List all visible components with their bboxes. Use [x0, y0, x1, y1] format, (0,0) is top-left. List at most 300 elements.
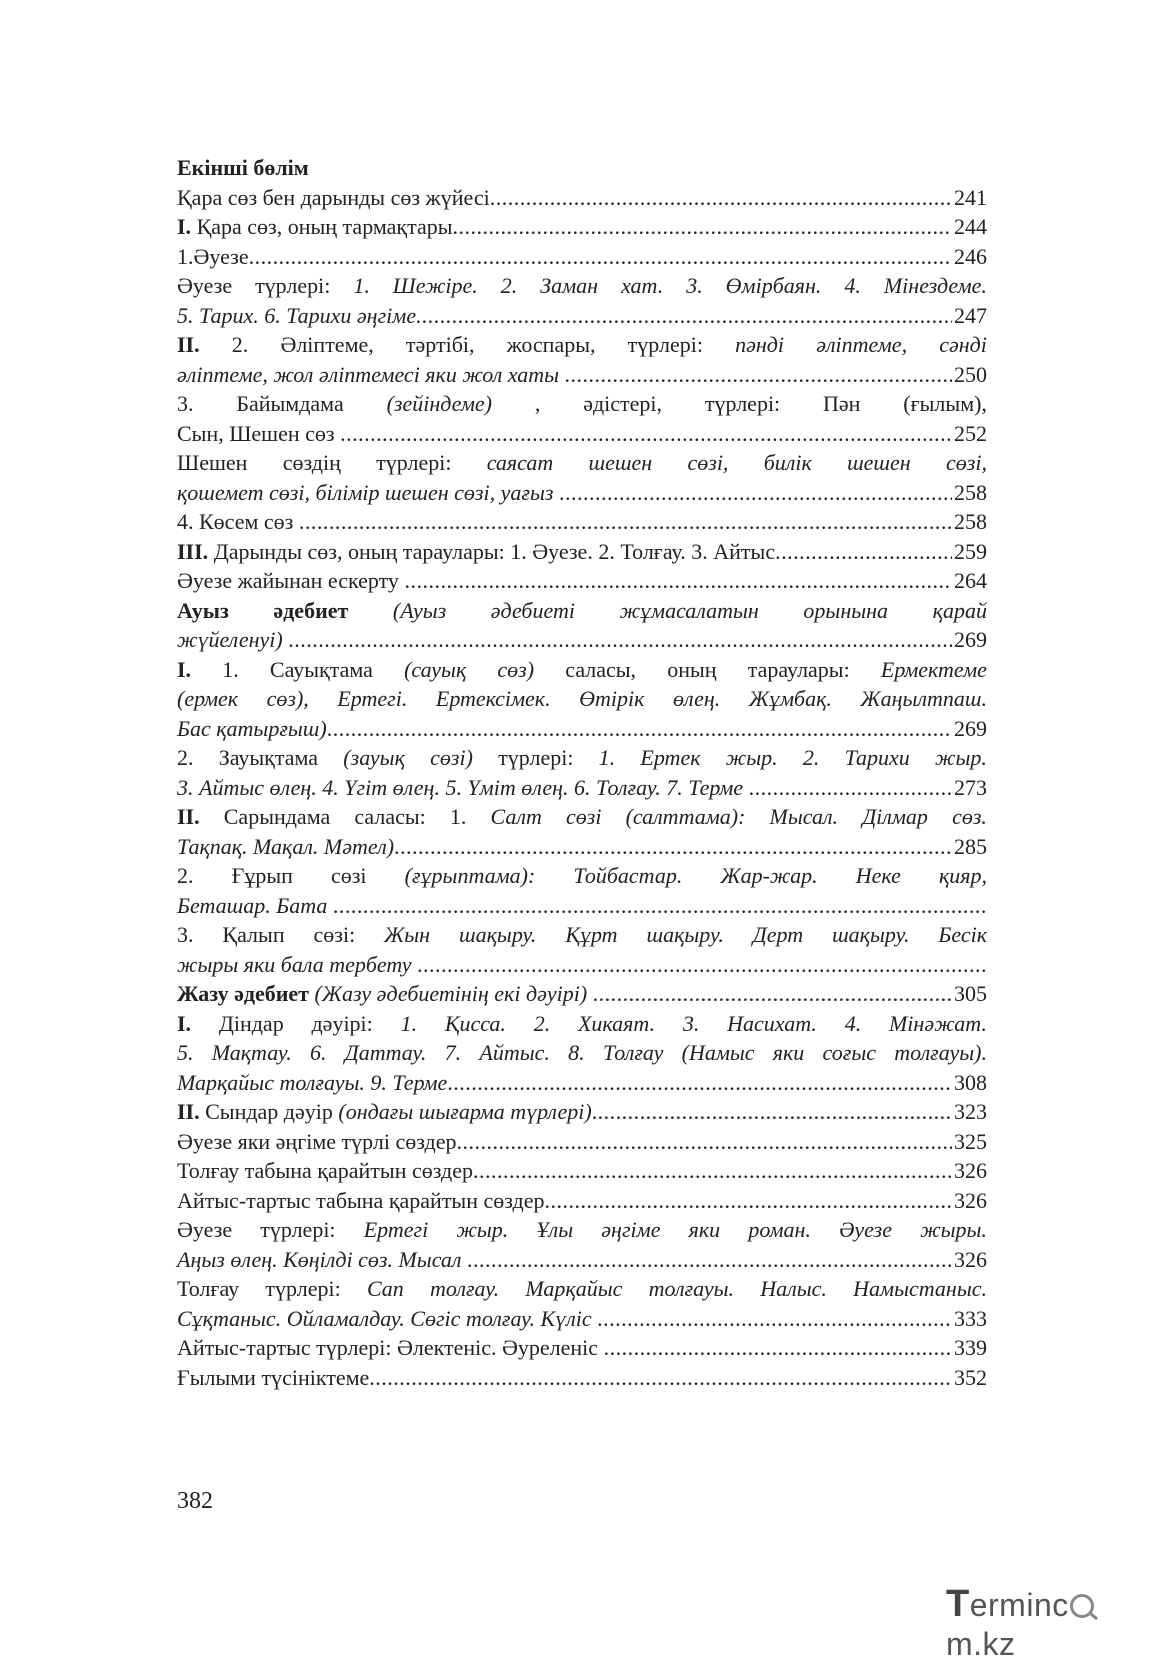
- toc-word: сөздің: [282, 450, 341, 475]
- toc-word: I.: [177, 1010, 192, 1036]
- toc-word: түрлері:: [498, 745, 574, 770]
- toc-page-number: 244: [954, 214, 987, 239]
- toc-word: жыр.: [725, 745, 778, 770]
- toc-word: Даттау.: [344, 1040, 427, 1065]
- toc-word: Жаңылтпаш.: [860, 686, 987, 711]
- toc-word: 1.: [598, 745, 616, 770]
- dot-leader: [299, 507, 952, 537]
- dot-leader: [394, 832, 952, 862]
- toc-page-number: 246: [954, 243, 987, 269]
- toc-word: (сауық: [404, 656, 467, 682]
- toc-word: әдебиеті: [490, 597, 575, 623]
- toc-entry-text: [177, 448, 987, 478]
- dot-leader: [592, 1097, 952, 1127]
- toc-word: сөз),: [266, 686, 309, 711]
- toc-word: соғыс: [822, 1040, 877, 1065]
- toc-entry-part: Сын, Шешен сөз: [177, 420, 341, 446]
- toc-entry-text: [177, 655, 987, 685]
- toc-entry-part: 4. Көсем сөз: [177, 509, 299, 534]
- toc-page-number: 305: [954, 981, 987, 1006]
- toc-word: Сауықтама: [269, 656, 373, 682]
- toc-word: Жар-жар.: [720, 863, 818, 888]
- toc-word: Намыстаныс.: [853, 1276, 987, 1301]
- toc-word: Сарындама: [223, 804, 331, 829]
- toc-word: сөз.: [952, 804, 987, 829]
- toc-word: Қисса.: [444, 1010, 506, 1036]
- toc-word: Әліптеме,: [280, 332, 374, 357]
- dot-leader: [417, 950, 985, 980]
- dot-leader: [559, 478, 952, 508]
- toc-word: роман.: [748, 1217, 811, 1242]
- toc-entry: [177, 920, 987, 950]
- toc-entry-part: Қара сөз, оның тармақтары: [191, 214, 453, 239]
- toc-entry-text: [177, 1363, 369, 1393]
- toc-entry: [177, 1127, 987, 1157]
- toc-word: жыры.: [920, 1217, 987, 1242]
- toc-word: Ермектеме: [880, 656, 987, 682]
- toc-entry: [177, 773, 987, 803]
- toc-word: Өмірбаян.: [725, 273, 822, 298]
- dot-leader: [447, 1068, 952, 1098]
- toc-entry-part: 3. Айтыс өлең. 4. Үгіт өлең. 5. Үміт өлең. 6. Толғау. 7. Терме: [177, 774, 749, 800]
- toc-word: Насихат.: [727, 1010, 817, 1036]
- toc-entry: [177, 1333, 987, 1363]
- toc-word: 6.: [310, 1040, 327, 1065]
- toc-word: Ертегі.: [337, 686, 408, 711]
- toc-entry: [177, 389, 987, 419]
- toc-word: сөзі:: [313, 922, 356, 947]
- watermark-logo: Termincm.kz: [946, 1583, 1158, 1663]
- toc-word: (салттама):: [625, 804, 746, 829]
- toc-entry-part: Жазу әдебиет: [177, 981, 309, 1006]
- toc-word: Ертегі: [363, 1217, 429, 1242]
- toc-word: сөзі: [565, 804, 602, 829]
- toc-word: Мақтау.: [211, 1040, 292, 1065]
- toc-word: жыр.: [935, 745, 987, 770]
- toc-word: 4.: [844, 1010, 862, 1036]
- toc-entry-part: I.: [177, 214, 192, 239]
- toc-word: әдістері,: [583, 391, 663, 416]
- dot-leader: [545, 1186, 952, 1216]
- toc-word: (Намыс: [681, 1040, 755, 1065]
- dot-leader: [333, 891, 985, 921]
- toc-word: өлең.: [672, 686, 721, 711]
- dot-leader: [467, 1245, 952, 1275]
- toc-word: Әуезе: [177, 273, 233, 298]
- toc-page-number: [985, 950, 987, 980]
- toc-word: 1.: [353, 273, 370, 298]
- toc-word: сөзі,: [946, 450, 987, 475]
- toc-word: 2.: [177, 863, 194, 888]
- toc-entry: [177, 1009, 987, 1039]
- toc-entry: [177, 1097, 987, 1127]
- toc-word: II.: [177, 804, 200, 829]
- toc-entry-text: [177, 891, 333, 921]
- toc-word: шақыру.: [459, 922, 537, 947]
- toc-entry-part: Әуезе жайынан ескерту: [177, 568, 405, 593]
- toc-word: Хикаят.: [577, 1010, 656, 1036]
- toc-entry-text: [177, 1009, 987, 1039]
- toc-entry-part: Толғау табына қарайтын сөздер: [177, 1158, 473, 1183]
- toc-entry-part: Бас қатырғыш): [177, 715, 327, 741]
- toc-entry: [177, 596, 987, 626]
- toc-word: тәртібі,: [405, 332, 475, 357]
- toc-word: Толғау: [602, 1040, 664, 1065]
- toc-entry-part: Әуезе яки әңгіме түрлі сөздер: [177, 1128, 457, 1154]
- dot-leader: [456, 1127, 952, 1157]
- toc-word: Байымдама: [236, 391, 344, 416]
- toc-page-number: [985, 891, 987, 921]
- toc-entry-text: [177, 714, 327, 744]
- toc-page-number: 352: [954, 1364, 987, 1390]
- toc-entry: [177, 448, 987, 478]
- toc-page-number: 325: [954, 1128, 987, 1154]
- toc-page-number: 326: [954, 1158, 987, 1183]
- toc-entry-text: [177, 1156, 473, 1186]
- toc-entry: [177, 478, 987, 508]
- toc-entry-part: Айтыс-тартыс табына қарайтын сөздер: [177, 1187, 545, 1213]
- toc-word: Марқайыс: [525, 1276, 623, 1301]
- toc-entry: [177, 1215, 987, 1245]
- toc-entry-text: [177, 1127, 456, 1157]
- toc-word: шешен: [588, 450, 653, 475]
- toc-word: әдебиет: [273, 597, 349, 623]
- dot-leader: [288, 625, 952, 655]
- toc-page-number: 250: [954, 361, 987, 387]
- toc-word: саласы:: [354, 804, 426, 829]
- toc-word: Салт: [490, 804, 542, 829]
- toc-word: жоспары,: [506, 332, 596, 357]
- toc-entry-text: [177, 271, 987, 301]
- toc-entry-text: [177, 1186, 545, 1216]
- toc-word: II.: [177, 332, 200, 357]
- toc-word: Заман: [540, 273, 599, 298]
- toc-entry-part: Тақпақ. Мақал. Мәтел): [177, 833, 395, 859]
- toc-word: түрлері:: [260, 1217, 336, 1242]
- toc-word: 3.: [177, 922, 194, 947]
- toc-word: 4.: [844, 273, 861, 298]
- toc-word: (ғұрыптама):: [404, 863, 536, 888]
- toc-entry-text: [177, 389, 987, 419]
- toc-word: 8.: [568, 1040, 585, 1065]
- toc-page-number: 326: [954, 1187, 987, 1213]
- toc-word: Зауықтама: [218, 745, 319, 770]
- toc-entry-part: Сындар дәуір: [199, 1099, 339, 1124]
- toc-entry-text: [177, 861, 987, 891]
- toc-word: 2.: [500, 273, 518, 298]
- toc-word: 7.: [444, 1040, 462, 1065]
- dot-leader: [604, 1333, 952, 1363]
- toc-word: пәнді: [735, 332, 785, 357]
- toc-word: Мысал.: [769, 804, 839, 829]
- toc-word: 2.: [177, 745, 194, 770]
- toc-word: шақыру.: [646, 922, 724, 947]
- toc-entry: [177, 1038, 987, 1068]
- toc-entry-text: [177, 301, 422, 331]
- toc-word: Сап: [366, 1276, 404, 1301]
- toc-entry: [177, 330, 987, 360]
- toc-page-number: 269: [954, 715, 987, 741]
- toc-entry: [177, 655, 987, 685]
- toc-word: яки: [688, 1217, 721, 1242]
- toc-entry: [177, 507, 987, 537]
- toc-word: Ауыз: [177, 597, 229, 623]
- toc-word: Мінездеме.: [883, 273, 987, 298]
- dot-leader: [593, 979, 952, 1009]
- toc-entry-text: [177, 1245, 467, 1275]
- toc-entry: [177, 301, 987, 331]
- toc-entry: [177, 419, 987, 449]
- toc-entry-part: Беташар. Бата: [177, 892, 333, 918]
- toc-entry-part: Айтыс-тартыс түрлері: Әлектеніс. Әуреленіс: [177, 1335, 604, 1360]
- toc-word: I.: [177, 656, 192, 682]
- toc-entry-text: [177, 596, 987, 626]
- toc-word: (ермек: [177, 686, 239, 711]
- toc-entry-text: [177, 478, 559, 508]
- toc-word: ,: [534, 391, 541, 416]
- toc-page-number: 258: [954, 479, 987, 505]
- toc-word: 5.: [177, 1040, 194, 1065]
- toc-word: шешен: [847, 450, 911, 475]
- toc-word: тараулары:: [747, 656, 850, 682]
- toc-word: қияр,: [938, 863, 987, 888]
- toc-word: 1.: [449, 804, 467, 829]
- toc-page-number: 339: [954, 1335, 987, 1360]
- toc-word: әліптеме,: [816, 332, 908, 357]
- toc-word: Шешен: [177, 450, 248, 475]
- toc-entry-part: жүйеленуі): [177, 627, 289, 652]
- toc-page-number: 258: [954, 509, 987, 534]
- toc-word: 2.: [533, 1010, 551, 1036]
- toc-word: Өтірік: [579, 686, 645, 711]
- toc-entry-part: әліптеме, жол әліптемесі яки жол хаты: [177, 361, 565, 387]
- toc-entry: [177, 566, 987, 596]
- toc-page-number: 333: [954, 1305, 987, 1331]
- toc-entry-part: жыры яки бала тербету: [177, 951, 418, 977]
- toc-word: 1.: [222, 656, 239, 682]
- toc-entry-text: [177, 950, 417, 980]
- toc-entry: [177, 360, 987, 390]
- toc-entry-text: [177, 773, 749, 803]
- toc-entry: [177, 832, 987, 862]
- toc-word: қарай: [932, 597, 987, 623]
- dot-leader: [490, 183, 952, 213]
- toc-word: жұмасалатын: [619, 597, 759, 623]
- toc-word: әңгіме: [601, 1217, 661, 1242]
- toc-word: Ділмар: [862, 804, 928, 829]
- toc-entry: [177, 714, 987, 744]
- toc-entry: [177, 861, 987, 891]
- toc-page-number: 264: [954, 568, 987, 593]
- toc-entry: [177, 212, 987, 242]
- toc-entry: [177, 183, 987, 213]
- toc-page-number: 308: [954, 1069, 987, 1095]
- toc-word: шақыру.: [832, 922, 910, 947]
- toc-entry: [177, 979, 987, 1009]
- toc-entry: [177, 891, 987, 921]
- toc-word: дәуірі:: [311, 1010, 373, 1036]
- toc-word: Әуезе: [839, 1217, 892, 1242]
- toc-entry: [177, 1156, 987, 1186]
- dot-leader: [775, 537, 952, 567]
- toc-word: 1.: [400, 1010, 418, 1036]
- toc-word: Ертек: [640, 745, 701, 770]
- toc-word: саласы,: [565, 656, 637, 682]
- toc-word: Жын: [384, 922, 431, 947]
- toc-entry-text: [177, 979, 593, 1009]
- toc-word: сөз): [497, 656, 535, 682]
- toc-entry: [177, 1274, 987, 1304]
- toc-word: Ғұрып: [231, 863, 293, 888]
- toc-word: Айтыс.: [479, 1040, 550, 1065]
- toc-word: билік: [763, 450, 812, 475]
- toc-entry: [177, 950, 987, 980]
- dot-leader: [597, 1304, 952, 1334]
- toc-entry: [177, 537, 987, 567]
- toc-page-number: 241: [954, 184, 987, 210]
- toc-word: Неке: [855, 863, 901, 888]
- toc-word: оның: [667, 656, 717, 682]
- toc-entry-text: [177, 1304, 597, 1334]
- toc-entry: [177, 625, 987, 655]
- toc-word: 3.: [682, 1010, 700, 1036]
- toc-entry: [177, 743, 987, 773]
- toc-word: 3.: [177, 391, 194, 416]
- toc-word: Қалып: [222, 922, 285, 947]
- dot-leader: [327, 714, 952, 744]
- toc-entry-text: [177, 507, 299, 537]
- toc-word: жыр.: [456, 1217, 509, 1242]
- toc-entry-part: III.: [177, 538, 209, 564]
- toc-word: 2.: [802, 745, 820, 770]
- toc-entry: [177, 684, 987, 714]
- dot-leader: [565, 360, 952, 390]
- dot-leader: [340, 419, 952, 449]
- toc-word: түрлері:: [627, 332, 703, 357]
- toc-page-number: 259: [954, 538, 987, 564]
- toc-entry-part: қошемет сөзі, білімір шешен сөзі, уағыз: [177, 479, 559, 505]
- toc-entry-text: [177, 625, 288, 655]
- dot-leader: [422, 301, 952, 331]
- toc-entry-part: (ондағы шығарма түрлері): [338, 1099, 592, 1124]
- toc-word: толғау.: [430, 1276, 500, 1301]
- toc-entry-text: [177, 183, 490, 213]
- toc-entry-text: [177, 1097, 592, 1127]
- toc-word: түрлері:: [265, 1276, 341, 1301]
- toc-word: хат.: [621, 273, 664, 298]
- toc-entry-text: [177, 242, 249, 272]
- toc-entry-text: [177, 330, 987, 360]
- toc-word: (зейіндеме): [386, 391, 493, 416]
- section-title: Екінші бөлім: [177, 155, 309, 180]
- dot-leader: [473, 1156, 952, 1186]
- toc-word: (ғылым),: [903, 391, 987, 416]
- toc-word: Мінәжат.: [888, 1010, 987, 1036]
- toc-word: орынына: [803, 597, 889, 623]
- toc-word: сәнді: [939, 332, 987, 357]
- toc-word: (зауық: [343, 745, 405, 770]
- toc-entry-part: II.: [177, 1099, 200, 1124]
- toc-entry-part: Марқайыс толғауы. 9. Терме: [177, 1069, 448, 1095]
- toc-entry-text: [177, 1274, 987, 1304]
- toc-entry: [177, 242, 987, 272]
- toc-entry: [177, 271, 987, 301]
- toc-word: 2.: [231, 332, 249, 357]
- toc-entry-part: (Жазу әдебиетінің екі дәуірі): [309, 981, 593, 1006]
- toc-word: саясат: [486, 450, 554, 475]
- toc-word: сөзі: [330, 863, 367, 888]
- dot-leader: [404, 566, 952, 596]
- toc-entry-text: [177, 1333, 604, 1363]
- toc-entry-part: Ғылыми түсініктеме: [177, 1364, 370, 1390]
- toc-word: Налыс.: [760, 1276, 827, 1301]
- toc-entry-part: Аңыз өлең. Көңілді сөз. Мысал: [177, 1246, 467, 1272]
- toc-entry-part: Дарынды сөз, оның тараулары: 1. Әуезе. 2. Толғау. 3. Айтыс: [208, 538, 776, 564]
- toc-word: Тойбастар.: [573, 863, 683, 888]
- toc-entry-text: [177, 802, 987, 832]
- toc-page-number: 247: [954, 302, 987, 328]
- toc-word: Жұмбақ.: [748, 686, 832, 711]
- toc-entry-text: [177, 212, 453, 242]
- toc-entry-text: [177, 537, 775, 567]
- dot-leader: [369, 1363, 952, 1393]
- toc-entry-text: [177, 684, 987, 714]
- toc-page-number: 323: [954, 1099, 987, 1124]
- toc-word: түрлері:: [704, 391, 781, 416]
- toc-word: (Ауыз: [392, 597, 447, 623]
- dot-leader: [749, 773, 952, 803]
- toc-entry-text: [177, 1068, 447, 1098]
- page-number: 382: [177, 1488, 213, 1514]
- toc-word: Пән: [823, 391, 861, 416]
- toc-word: 3.: [686, 273, 703, 298]
- toc-word: түрлері:: [255, 273, 331, 298]
- toc-word: Ертексімек.: [435, 686, 551, 711]
- toc-word: Ұлы: [536, 1217, 574, 1242]
- toc-entry-text: [177, 566, 404, 596]
- toc-word: сөзі,: [687, 450, 729, 475]
- toc-page-number: 252: [954, 420, 987, 446]
- toc-word: Тарихи: [844, 745, 910, 770]
- toc-entry-text: [177, 360, 565, 390]
- toc-word: сөзі): [430, 745, 473, 770]
- toc-entry-part: Қара сөз бен дарынды сөз жүйесі: [177, 184, 490, 210]
- table-of-contents: [177, 153, 987, 1392]
- toc-word: Әуезе: [177, 1217, 233, 1242]
- toc-entry: [177, 1186, 987, 1216]
- toc-entry-text: [177, 1215, 987, 1245]
- toc-page-number: 285: [954, 833, 987, 859]
- toc-word: Дерт: [752, 922, 804, 947]
- toc-entry-text: [177, 1038, 987, 1068]
- toc-entry-text: [177, 920, 987, 950]
- dot-leader: [249, 242, 952, 272]
- toc-word: Құрт: [565, 922, 618, 947]
- dot-leader: [453, 212, 952, 242]
- toc-entry: [177, 1363, 987, 1393]
- toc-word: Діндар: [218, 1010, 284, 1036]
- toc-entry: [177, 1068, 987, 1098]
- toc-word: толғауы.: [648, 1276, 735, 1301]
- toc-entry: [177, 1245, 987, 1275]
- toc-page-number: 269: [954, 627, 987, 652]
- toc-entry-text: [177, 743, 987, 773]
- toc-entry-part: Сұқтаныс. Ойламалдау. Сөгіс толғау. Күліс: [177, 1305, 598, 1331]
- toc-entry-text: [177, 419, 340, 449]
- toc-word: Шежіре.: [392, 273, 478, 298]
- toc-entry-part: 1.Әуезе: [177, 243, 249, 269]
- toc-entry: [177, 1304, 987, 1334]
